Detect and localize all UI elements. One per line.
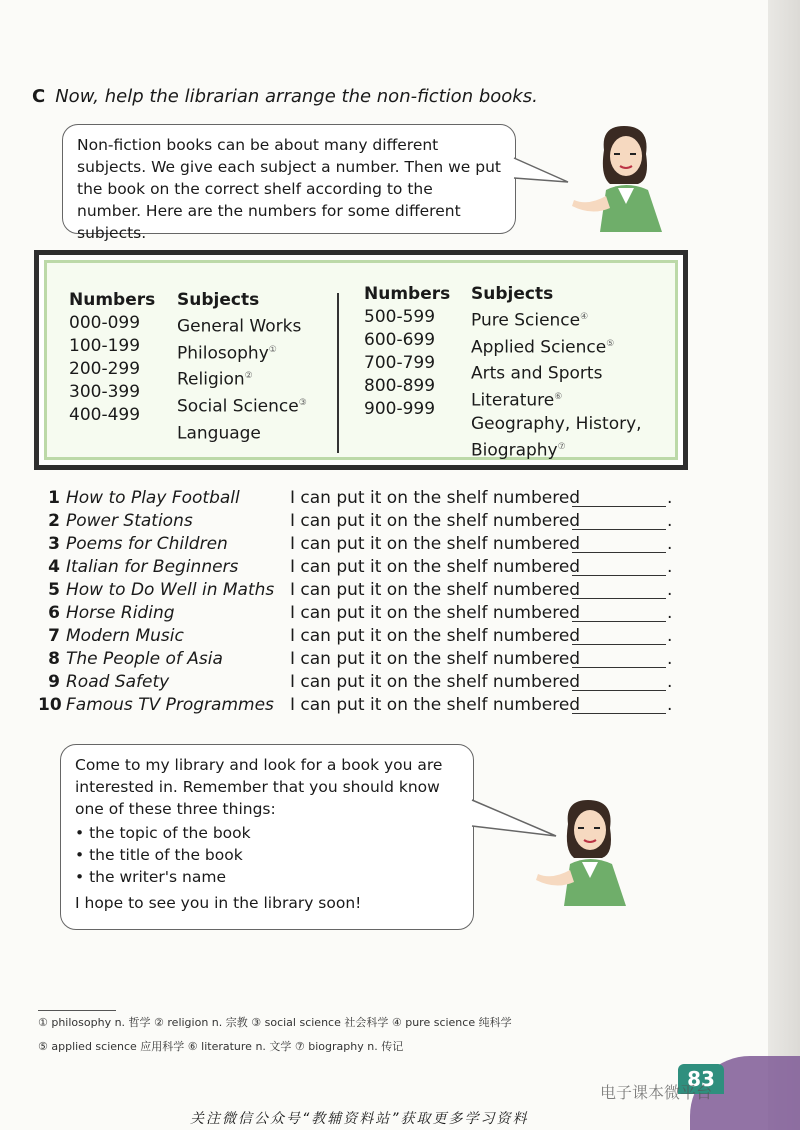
subject-cell: Pure Science④ xyxy=(471,310,589,331)
subject-cell: Biography⑦ xyxy=(471,440,566,461)
question-row: 2 Power Stations I can put it on the shelf numbered . xyxy=(48,511,673,531)
question-row: 6 Horse Riding I can put it on the shelf numbered . xyxy=(48,603,673,623)
answer-blank[interactable] xyxy=(572,667,666,668)
footnote-line: ⑤ applied science 应用科学 ⑥ literature n. 文学 ⑦ biography n. 传记 xyxy=(38,1040,404,1053)
question-row: 7 Modern Music I can put it on the shelf numbered . xyxy=(48,626,673,646)
subject-cell: Geography, History, xyxy=(471,413,642,434)
answer-blank[interactable] xyxy=(572,644,666,645)
numbers-header: Numbers xyxy=(69,290,156,310)
answer-blank[interactable] xyxy=(572,621,666,622)
bottom-note: 关注微信公众号“教辅资料站”获取更多学习资料 xyxy=(190,1111,529,1127)
question-row: 9 Road Safety I can put it on the shelf numbered . xyxy=(48,672,673,692)
range-cell: 900-999 xyxy=(364,399,436,419)
left-subjects-column xyxy=(177,289,307,445)
numbers-header: Numbers xyxy=(364,284,451,304)
outro-closing: I hope to see you in the library soon! xyxy=(75,894,362,912)
watermark: 电子课本微平台 xyxy=(600,1083,713,1102)
range-cell: 500-599 xyxy=(364,307,436,327)
list-item: • the writer's name xyxy=(75,866,459,888)
question-row: 5 How to Do Well in Maths I can put it on the shelf numbered . xyxy=(48,580,673,600)
outro-speech-bubble xyxy=(60,744,474,930)
answer-blank[interactable] xyxy=(572,598,666,599)
intro-bubble-tail xyxy=(512,150,572,190)
answer-blank[interactable] xyxy=(572,529,666,530)
subject-cell: Social Science③ xyxy=(177,396,307,417)
answer-blank[interactable] xyxy=(572,690,666,691)
outro-bullet-list xyxy=(75,822,459,888)
right-subjects-column xyxy=(471,283,661,462)
list-item: • the topic of the book xyxy=(75,822,459,844)
subjects-header: Subjects xyxy=(471,284,554,304)
range-cell: 000-099 xyxy=(69,313,141,333)
question-row: 10 Famous TV Programmes I can put it on the shelf numbered . xyxy=(38,695,673,715)
page-edge xyxy=(768,0,800,1130)
right-numbers-column xyxy=(364,283,450,421)
subject-cell: Religion② xyxy=(177,369,253,390)
subject-cell: Applied Science⑤ xyxy=(471,337,615,358)
table-inner-frame xyxy=(44,260,678,460)
footnote-rule xyxy=(38,1010,116,1011)
answer-blank[interactable] xyxy=(572,552,666,553)
question-row: 3 Poems for Children I can put it on the shelf numbered . xyxy=(48,534,673,554)
section-heading xyxy=(32,86,538,107)
subjects-header: Subjects xyxy=(177,290,260,310)
section-letter: C xyxy=(32,86,46,107)
question-row: 4 Italian for Beginners I can put it on the shelf numbered . xyxy=(48,557,673,577)
range-cell: 700-799 xyxy=(364,353,436,373)
list-item: • the title of the book xyxy=(75,844,459,866)
page-number: 83 xyxy=(678,1064,724,1094)
question-row: 1 How to Play Football I can put it on the shelf numbered . xyxy=(48,488,673,508)
librarian-illustration xyxy=(566,120,676,232)
subject-cell: Literature⑥ xyxy=(471,390,563,411)
range-cell: 100-199 xyxy=(69,336,141,356)
answer-blank[interactable] xyxy=(572,713,666,714)
range-cell: 400-499 xyxy=(69,405,141,425)
range-cell: 600-699 xyxy=(364,330,436,350)
intro-speech-bubble xyxy=(62,124,516,242)
footnote-line: ① philosophy n. 哲学 ② religion n. 宗教 ③ social science 社会科学 ④ pure science 纯科学 xyxy=(38,1016,512,1029)
range-cell: 200-299 xyxy=(69,359,141,379)
intro-text: Non-fiction books can be about many different subjects. We give each subject a number. Then we put the book on the correct shelf according to the number. Here are the numbers for some different subjects. xyxy=(77,136,501,242)
subject-cell: Arts and Sports xyxy=(471,363,603,384)
outro-text: Come to my library and look for a book you are interested in. Remember that you should know one of these three things: xyxy=(75,756,443,818)
answer-blank[interactable] xyxy=(572,575,666,576)
left-numbers-column xyxy=(69,289,155,427)
subject-cell: Philosophy① xyxy=(177,343,277,364)
answer-blank[interactable] xyxy=(572,506,666,507)
section-instruction: Now, help the librarian arrange the non-fiction books. xyxy=(55,86,538,107)
column-divider xyxy=(337,293,339,453)
subject-cell: General Works xyxy=(177,316,302,337)
range-cell: 800-899 xyxy=(364,376,436,396)
librarian-illustration xyxy=(530,794,640,906)
range-cell: 300-399 xyxy=(69,382,141,402)
question-row: 8 The People of Asia I can put it on the shelf numbered . xyxy=(48,649,673,669)
subject-cell: Language xyxy=(177,423,261,444)
subject-number-table xyxy=(34,250,688,470)
